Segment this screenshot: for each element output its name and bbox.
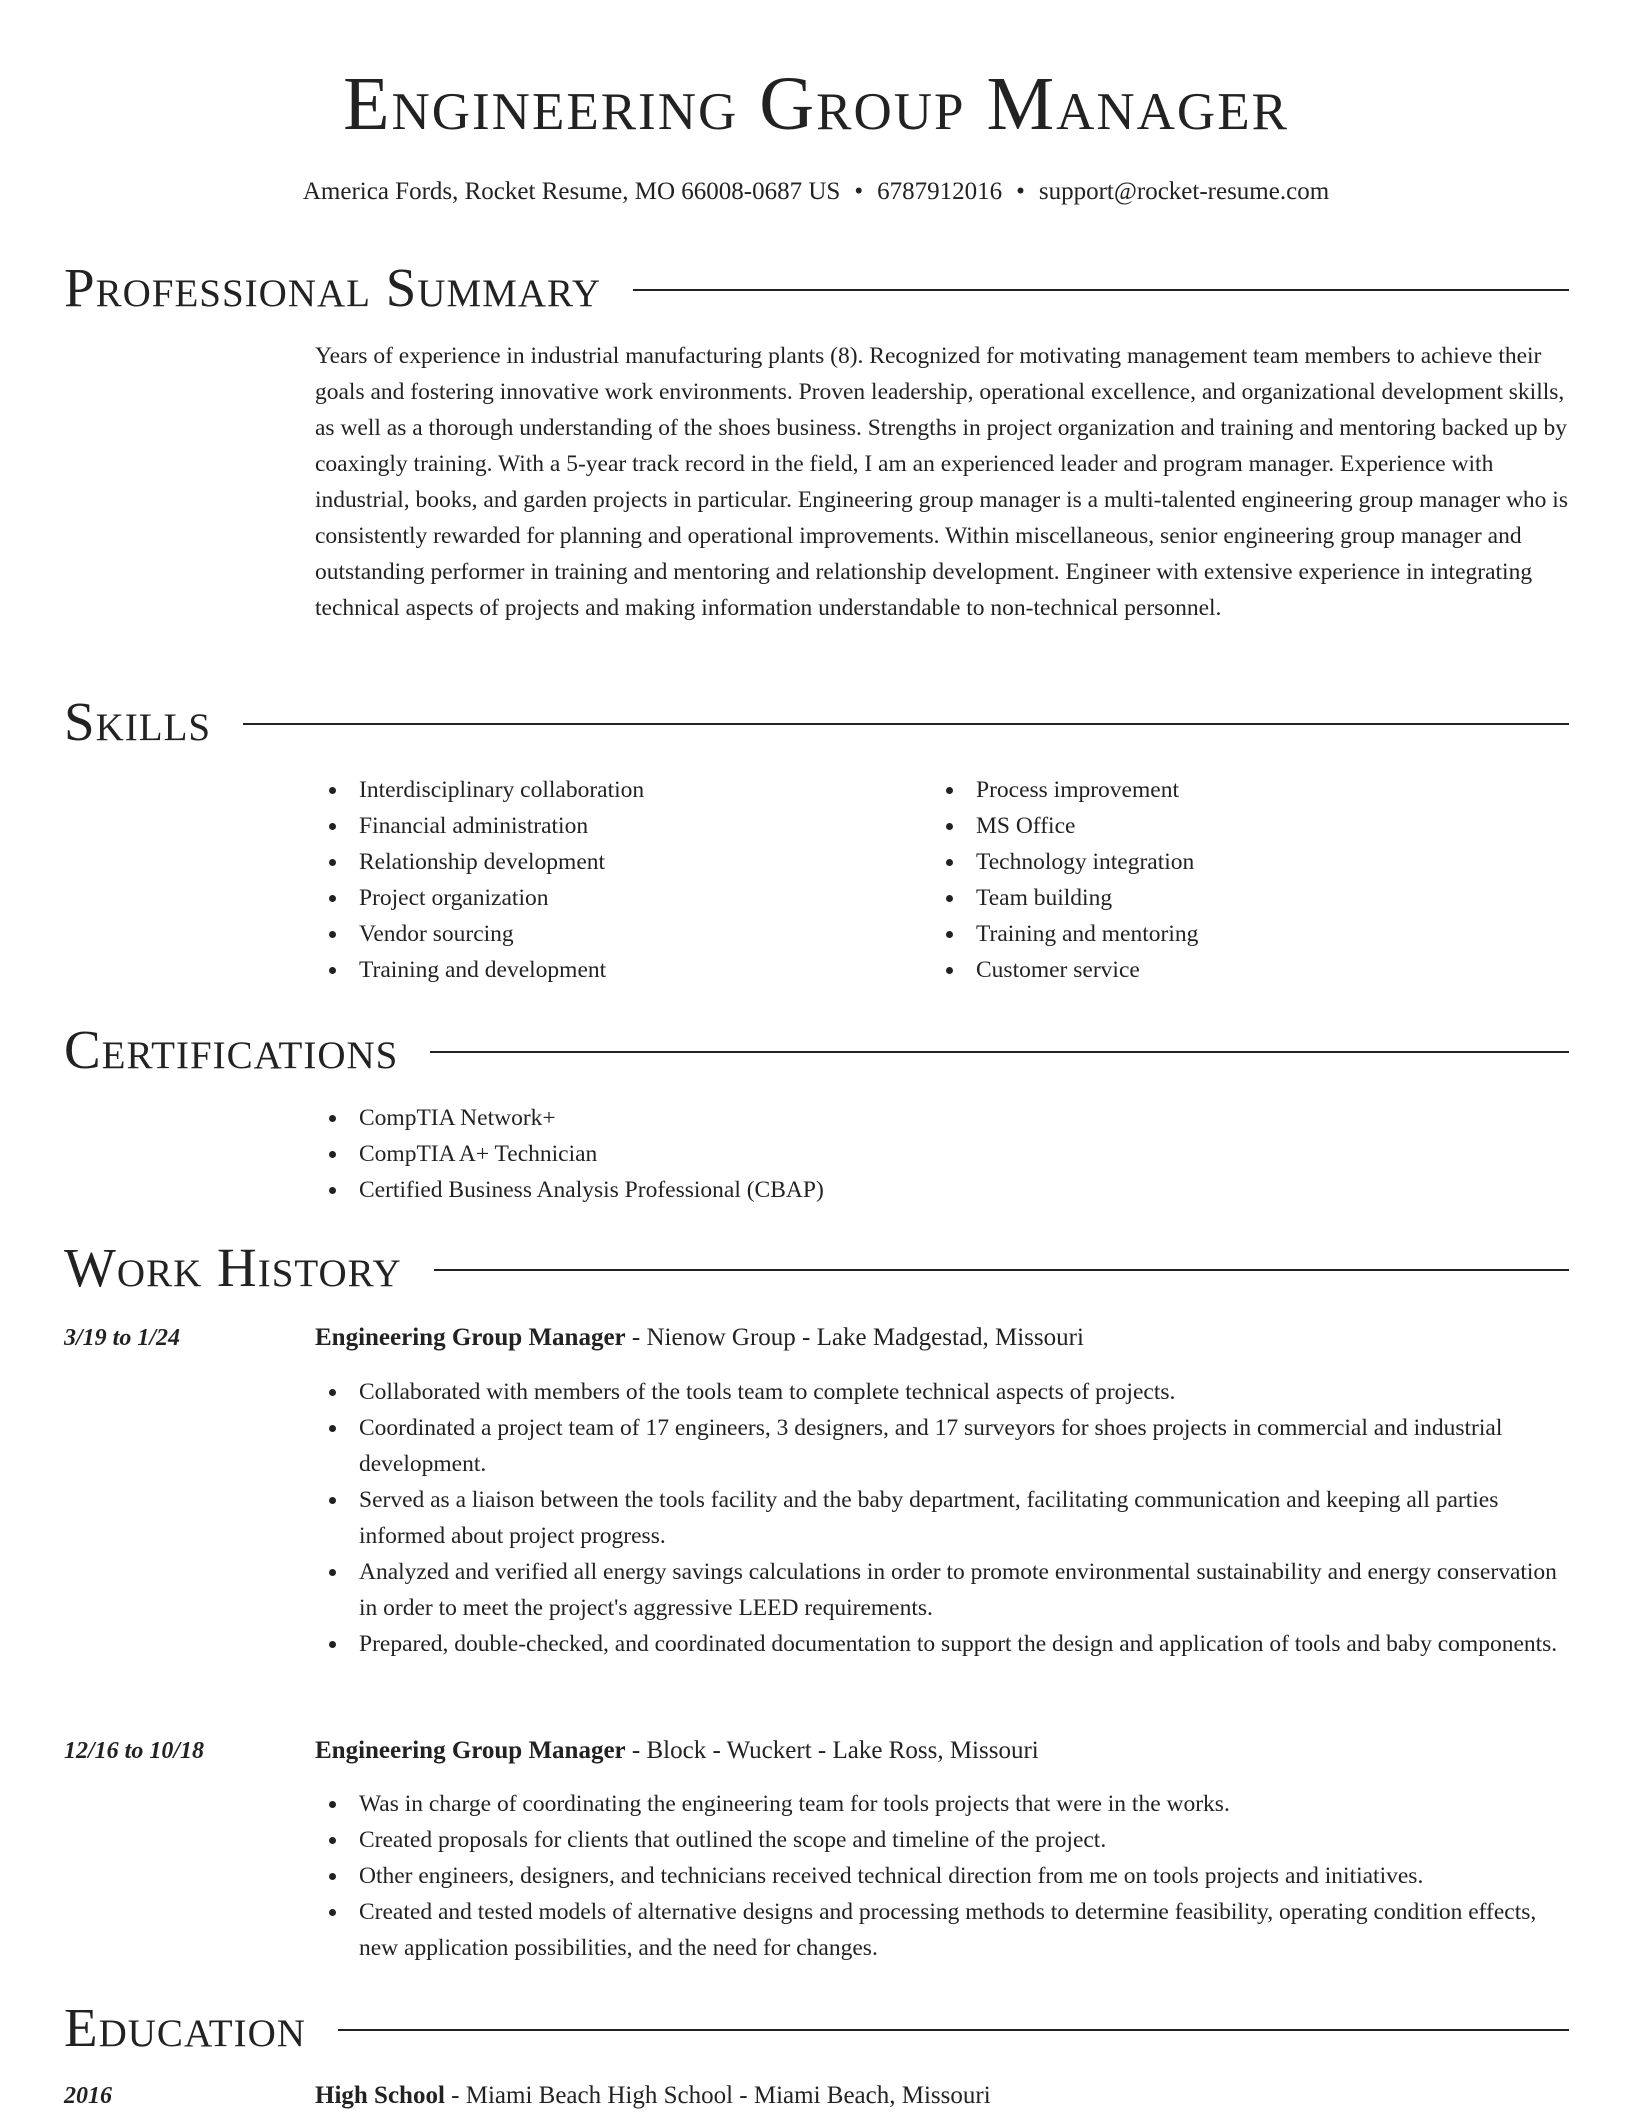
job-title-line — [315, 1320, 1084, 1356]
job-bullet: Collaborated with members of the tools team to complete technical aspects of projects. — [315, 1374, 1571, 1410]
job-bullet: Other engineers, designers, and technicians received technical direction from me on tools projects and initiatives. — [315, 1858, 1571, 1894]
contact-separator: • — [1016, 178, 1025, 205]
certification-item: Certified Business Analysis Professional (CBAP) — [315, 1172, 1571, 1208]
certification-item: CompTIA Network+ — [315, 1100, 1571, 1136]
skill-item: Financial administration — [315, 808, 875, 844]
job-role: Engineering Group Manager — [315, 1324, 626, 1351]
skill-item: Interdisciplinary collaboration — [315, 772, 875, 808]
job-bullet: Created and tested models of alternative designs and processing methods to determine feasibility, operating condition effects, new application possibilities, and the need for changes. — [315, 1894, 1571, 1966]
skill-item: Team building — [932, 880, 1492, 916]
education-section-header — [64, 1996, 1569, 2060]
job-bullet: Coordinated a project team of 17 engineers, 3 designers, and 17 surveyors for shoes projects in commercial and industrial development. — [315, 1410, 1571, 1482]
education-year: 2016 — [64, 2083, 112, 2109]
education-line — [315, 2078, 991, 2112]
skill-item: Technology integration — [932, 844, 1492, 880]
candidate-name: Engineering Group Manager — [343, 62, 1289, 146]
certifications-list — [315, 1100, 1571, 1208]
section-divider — [434, 1269, 1569, 1271]
section-divider — [338, 2029, 1569, 2031]
skill-item: Relationship development — [315, 844, 875, 880]
certifications-heading: Certifications — [64, 1019, 399, 1080]
skill-item: Process improvement — [932, 772, 1492, 808]
job-employer: - Block - Wuckert - Lake Ross, Missouri — [625, 1737, 1039, 1764]
skill-item: Project organization — [315, 880, 875, 916]
contact-separator: • — [854, 178, 864, 205]
job-bullet: Served as a liaison between the tools facility and the baby department, facilitating communication and keeping all parties informed about project progress. — [315, 1482, 1571, 1554]
job-bullet: Prepared, double-checked, and coordinated documentation to support the design and application of tools and baby components. — [315, 1626, 1571, 1662]
job-employer: - Nienow Group - Lake Madgestad, Missouri — [625, 1324, 1084, 1351]
job-bullet: Analyzed and verified all energy savings calculations in order to promote environmental sustainability and energy conservation in order to meet the project's aggressive LEED requirements. — [315, 1554, 1571, 1626]
section-divider — [243, 723, 1569, 725]
summary-section-header — [64, 256, 1569, 320]
contact-phone: 6787912016 — [877, 178, 1003, 205]
work-history-heading: Work History — [64, 1237, 402, 1298]
skill-item: Training and development — [315, 952, 875, 988]
section-divider — [430, 1051, 1569, 1053]
summary-heading: Professional Summary — [64, 257, 602, 318]
job-bullets — [315, 1374, 1571, 1662]
education-school: - Miami Beach High School - Miami Beach, Missouri — [444, 2082, 991, 2109]
job-dates: 12/16 to 10/18 — [64, 1738, 205, 1764]
skills-list-left — [315, 772, 875, 988]
work-history-section-header — [64, 1236, 1569, 1300]
skill-item: Training and mentoring — [932, 916, 1492, 952]
section-divider — [633, 289, 1569, 291]
job-bullets — [315, 1786, 1571, 1966]
skill-item: MS Office — [932, 808, 1492, 844]
education-heading: Education — [64, 1997, 306, 2058]
certification-item: CompTIA A+ Technician — [315, 1136, 1571, 1172]
summary-text: Years of experience in industrial manufacturing plants (8). Recognized for motivating management team members to achieve their goals and fostering innovative work environments. Proven leadership, operational excellence, and organizational development skills, as well as a thorough understanding of the shoes business. Strengths in project organization and training and mentoring backed up by coaxingly training. With a 5-year track record in the field, I am an experienced leader and program manager. Experience with industrial, books, and garden projects in particular. Engineering group manager is a multi-talented engineering group manager who is consistently rewarded for planning and operational improvements. Within miscellaneous, senior engineering group manager and outstanding performer in training and mentoring and relationship development. Engineer with extensive experience in integrating technical aspects of projects and making information understandable to non-technical personnel. — [315, 343, 1568, 621]
skill-item: Customer service — [932, 952, 1492, 988]
education-degree: High School — [315, 2082, 445, 2109]
contact-email: support@rocket-resume.com — [1038, 178, 1330, 205]
contact-line — [0, 174, 1632, 210]
skill-item: Vendor sourcing — [315, 916, 875, 952]
skills-list-right — [932, 772, 1492, 988]
job-bullet: Was in charge of coordinating the engineering team for tools projects that were in the works. — [315, 1786, 1571, 1822]
skills-heading: Skills — [64, 691, 212, 752]
skills-section-header — [64, 690, 1569, 754]
job-bullet: Created proposals for clients that outlined the scope and timeline of the project. — [315, 1822, 1571, 1858]
job-role: Engineering Group Manager — [315, 1737, 626, 1764]
job-dates: 3/19 to 1/24 — [64, 1325, 181, 1351]
contact-address: America Fords, Rocket Resume, MO 66008-0687 US — [302, 178, 841, 205]
job-title-line — [315, 1733, 1039, 1769]
certifications-section-header — [64, 1018, 1569, 1082]
